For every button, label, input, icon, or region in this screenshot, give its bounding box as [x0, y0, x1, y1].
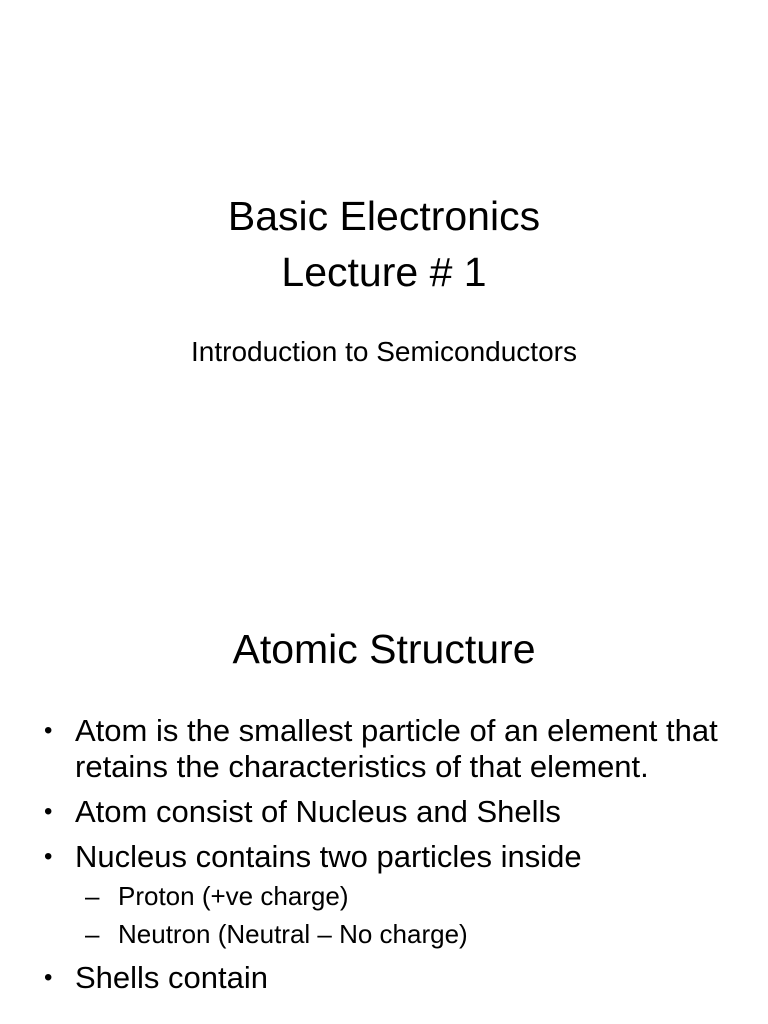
sub-bullet-marker: – — [85, 881, 100, 911]
bullet-item — [44, 960, 744, 996]
sub-bullet-text: Proton (+ve charge) — [118, 881, 349, 911]
slide-subtitle: Introduction to Semiconductors — [191, 336, 577, 367]
sub-bullet-marker: – — [85, 919, 100, 949]
bullet-list — [44, 713, 744, 1005]
sub-bullet-item — [85, 879, 744, 913]
content-slide — [0, 576, 768, 1024]
slide-title — [0, 188, 768, 300]
bullet-item — [44, 794, 744, 830]
lecture-number: Lecture # 1 — [281, 249, 487, 295]
bullet-marker: • — [44, 964, 53, 991]
bullet-marker: • — [44, 798, 53, 825]
bullet-text: Atom consist of Nucleus and Shells — [75, 794, 561, 829]
bullet-item — [44, 713, 744, 785]
sub-bullet-item — [85, 917, 744, 951]
bullet-text: Atom is the smallest particle of an element that retains the characteristics of that element. — [75, 713, 718, 784]
sub-bullet-list — [75, 879, 744, 951]
bullet-item — [44, 839, 744, 951]
bullet-text: Shells contain — [75, 960, 269, 995]
section-title: Atomic Structure — [232, 626, 536, 672]
bullet-marker: • — [44, 843, 53, 870]
course-title: Basic Electronics — [227, 193, 541, 239]
bullet-text: Nucleus contains two particles inside — [75, 839, 582, 874]
sub-bullet-text: Neutron (Neutral – No charge) — [118, 919, 468, 949]
bullet-marker: • — [44, 717, 53, 744]
